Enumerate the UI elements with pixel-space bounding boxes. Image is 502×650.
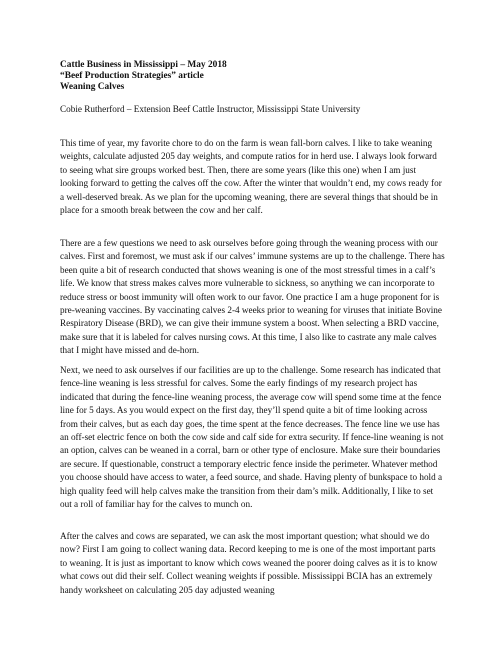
article-title: Weaning Calves	[60, 82, 125, 92]
paragraph-immunity: There are a few questions we need to ask ourselves before going through the weaning process with our calves. First and foremost, we must ask if our calves’ immune systems are up to the challenge. There has been quite a bit of research conducted that shows weaning is one of the most stressful times in a calf’s life. We know that stress makes calves more vulnerable to sickness, so anything we can incorporate to reduce stress or boost immunity will often work to our favor. One practice I am a huge proponent for is pre-weaning vaccines. By vaccinating calves 2-4 weeks prior to weaning for viruses that initiate Bovine Respiratory Disease (BRD), we can give their immune system a boost. When selecting a BRD vaccine, make sure that it is labeled for calves nursing cows. At this time, I also like to castrate any male calves that I might have missed and de-horn.	[60, 238, 445, 356]
newsletter-issue-line: Cattle Business in Mississippi – May 2018	[60, 60, 227, 70]
paragraph-after-separation: After the calves and cows are separated, we can ask the most important question; what should we do now? First I am going to collect waning data. Record keeping to me is one of the most important parts to weaning. It is just as important to know which cows weaned the poorer doing calves as it is to know what cows out did their self. Collect weaning weights if possible. Mississippi BCIA has an extremely handy worksheet on calculating 205 day adjusted weaning	[60, 531, 438, 595]
author-line: Cobie Rutherford – Extension Beef Cattle Instructor, Mississippi State University	[60, 104, 361, 114]
paragraph-facilities: Next, we need to ask ourselves if our facilities are up to the challenge. Some research has indicated that fence-line weaning is less stressful for calves. Some the early findings of my research project has indicated that during the fence-line weaning process, the average cow will spend some time at the fence line for 5 days. As you would expect on the first day, they’ll spend quite a bit of time looking across from their calves, but as each day goes, the time spent at the fence decreases. The fence line we use has an off-set electric fence on both the cow side and calf side for extra security. If fence-line weaning is not an option, calves can be weaned in a corral, barn or other type of enclosure. Make sure their boundaries are secure. If questionable, construct a temporary electric fence inside the perimeter. Whatever method you choose should have access to water, a feed source, and shade. Having plenty of bunkspace to hold a high quality feed will help calves make the transition from their dam’s milk. Additionally, I like to set out a roll of familiar hay for the calves to munch on.	[60, 365, 444, 510]
paragraph-intro: This time of year, my favorite chore to do on the farm is wean fall-born calves. I like to take weaning weights, calculate adjusted 205 day weights, and compute ratios for in herd use. I always look forward to seeing what sire groups worked best. Then, there are some years (like this one) when I am just looking forward to getting the calves off the cow. After the winter that wouldn’t end, my cows ready for a well-deserved break. As we plan for the upcoming weaning, there are several things that should be in place for a smooth break between the cow and her calf.	[60, 138, 442, 216]
article-series-line: “Beef Production Strategies” article	[60, 71, 204, 81]
